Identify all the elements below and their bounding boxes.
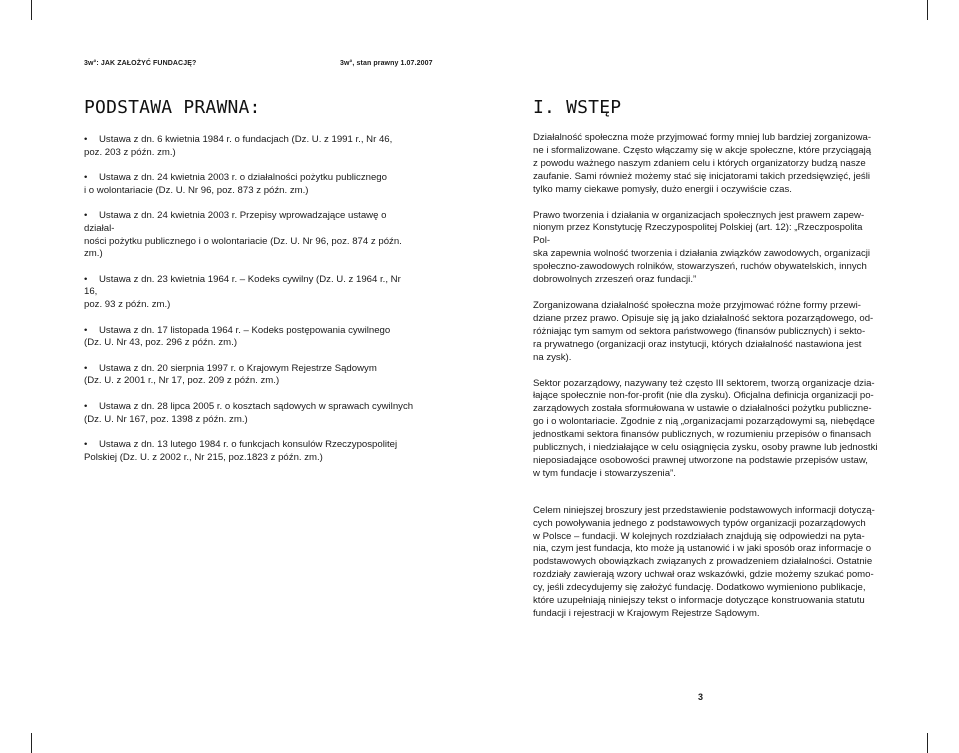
list-item [84,274,414,312]
list-item [84,401,414,426]
intro-paragraph: Celem niniejszej broszury jest przedstawienie podstawowych informacji dotyczą- cych powoływania jednego z podstawowych typów organizacji pozarządowych w Polsce – fundacji. W kolejnych rozdziałach znajdują się odpowiedzi na pyta- nia, czym jest fundacja, kto może ją ustanowić i w jaki sposób oraz informacje o podstawowych obowiązkach związanych z prowadzeniem działalności. Ostatnie rozdziały zawierają wzory uchwał oraz wskazówki, gdzie możemy szukać pomo- cy, jeśli zdecydujemy się założyć fundację. Dodatkowo wymieniono publikacje, które uzupełniają niniejszy tekst o informacje dotyczące konstruowania statutu fundacji i rejestracji w Krajowym Rejestrze Sądowym. [533,504,875,619]
intro-paragraph: Prawo tworzenia i działania w organizacjach społecznych jest prawem zapew- nionym przez Konstytucję Rzeczypospolitej Polskiej (art. 12): „Rzeczpospolita Pol- ska zapewnia wolność tworzenia i działania związków zawodowych, organizacji społeczno-zawodowych rolników, stowarzyszeń, ruchów obywatelskich, innych dobrowolnych zrzeszeń oraz fundacji.” [533,209,871,286]
bullet-icon: • [84,400,88,412]
legal-act-text: Ustawa z dn. 20 sierpnia 1997 r. o Krajowym Rejestrze Sądowym (Dz. U. z 2001 r., Nr 17, poz. 209 z późn. zm.) [84,362,377,387]
legal-basis-section [84,97,414,477]
bullet-icon: • [84,273,88,285]
list-item [84,210,414,260]
crop-mark-bottom-left [31,733,32,753]
bullet-icon: • [84,134,88,145]
legal-acts-list [84,134,414,464]
crop-mark-top-left [31,0,32,20]
introduction-heading: I. WSTĘP [533,97,622,118]
legal-act-text: Ustawa z dn. 6 kwietnia 1984 r. o fundacjach (Dz. U. z 1991 r., Nr 46, poz. 203 z późn. zm.) [84,134,393,158]
legal-basis-heading: PODSTAWA PRAWNA: [84,97,261,118]
running-header-title: 3w°: JAK ZAŁOŻYĆ FUNDACJĘ? [84,60,197,67]
legal-act-text: Ustawa z dn. 28 lipca 2005 r. o kosztach sądowych w sprawach cywilnych (Dz. U. Nr 167, poz. 1398 z późn. zm.) [84,400,414,425]
bullet-icon: • [84,172,88,184]
legal-act-text: Ustawa z dn. 13 lutego 1984 r. o funkcjach konsulów Rzeczypospolitej Polskiej (Dz. U. z 2002 r., Nr 215, poz.1823 z późn. zm.) [84,439,398,463]
introduction-section [533,97,878,634]
bullet-icon: • [84,324,88,336]
intro-paragraph: Sektor pozarządowy, nazywany też często III sektorem, tworzą organizacje dzia- łające społecznie non-for-profit (nie dla zysku). Oficjalna definicja organizacji po- zarządowych została sformułowana w ustawie o działalności pożytku publiczne- go i o wolontariacie. Zgodnie z nią „organizacjami pozarządowymi są, niebędące jednostkami sektora finansów publicznych, w rozumieniu przepisów o finansach publicznych, i niedziałające w celu osiągnięcia zysku, osoby prawne lub jednostki nieposiadające osobowości prawnej utworzone na podstawie przepisów ustaw, w tym fundacje i stowarzyszenia”. [533,377,878,479]
list-item [84,363,414,388]
list-item [84,172,414,197]
crop-mark-bottom-right [927,733,928,753]
legal-act-text: Ustawa z dn. 24 kwietnia 2003 r. Przepisy wprowadzające ustawę o działal- ności pożytku publicznego i o wolontariacie (Dz. U. Nr 96, poz. 874 z późn. zm.) [84,210,402,260]
page-number: 3 [698,692,704,702]
bullet-icon: • [84,362,88,374]
bullet-icon: • [84,210,88,222]
intro-paragraph: Zorganizowana działalność społeczna może przyjmować różne formy przewi- dziane przez prawo. Opisuje się ją jako działalność sektora pozarządowego, od- różniając tym samym od sektora państwowego (finansów publicznych) i sekto- ra prywatnego (organizacji oraz instytucji, których działalność nastawiona jest na zysk). [533,299,874,363]
crop-mark-top-right [927,0,928,20]
intro-paragraph: Działalność społeczna może przyjmować formy mniej lub bardziej zorganizowa- ne i sformalizowane. Często włączamy się w akcje społeczne, które przyciągają z powodu ważnego naszym zdaniem celu i których organizatorzy budzą nasze zaufanie. Sami również możemy stać się inicjatorami takich przedsięwzięć, jeśli tylko mamy ciekawe pomysły, dużo energii i oczywiście czas. [533,132,872,195]
list-item [84,325,414,350]
bullet-icon: • [84,439,88,451]
list-item [84,439,414,464]
list-item [84,134,414,159]
legal-act-text: Ustawa z dn. 23 kwietnia 1964 r. – Kodeks cywilny (Dz. U. z 1964 r., Nr 16, poz. 93 z późn. zm.) [84,273,401,310]
legal-act-text: Ustawa z dn. 24 kwietnia 2003 r. o działalności pożytku publicznego i o wolontariacie (Dz. U. Nr 96, poz. 873 z późn. zm.) [84,172,387,196]
running-header-status: 3w°, stan prawny 1.07.2007 [340,60,433,67]
legal-act-text: Ustawa z dn. 17 listopada 1964 r. – Kodeks postępowania cywilnego (Dz. U. Nr 43, poz. 296 z późn. zm.) [84,324,391,349]
